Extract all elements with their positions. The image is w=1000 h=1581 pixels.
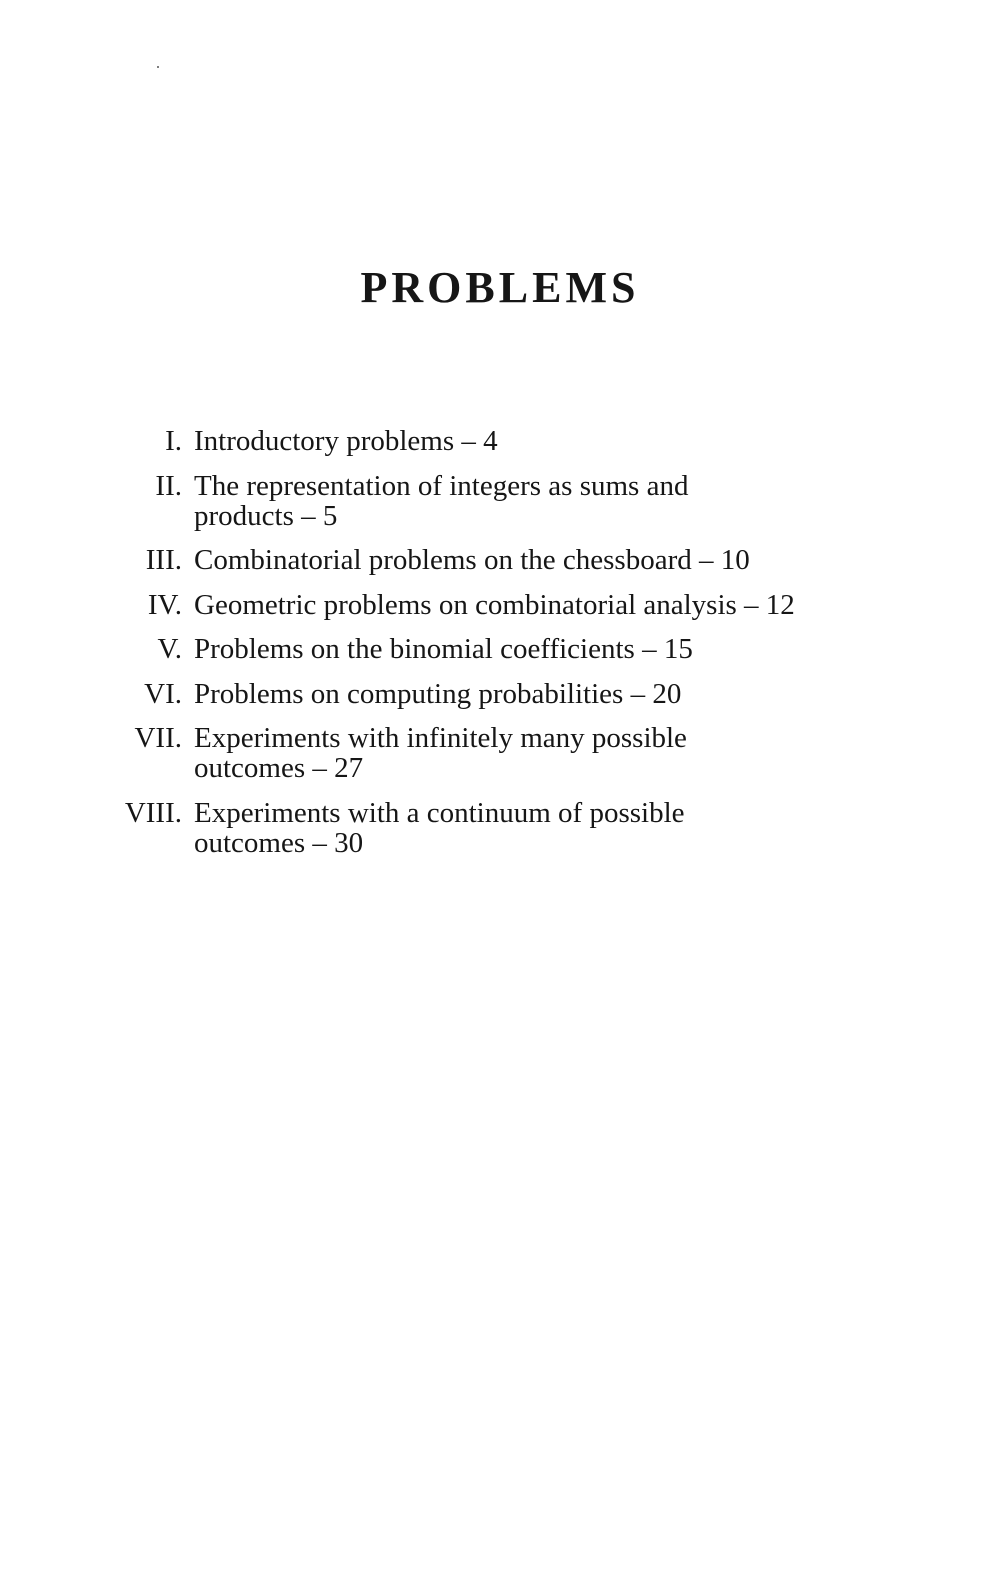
toc-line: outcomes – 30 [194, 826, 364, 859]
toc-entry-text [194, 545, 914, 575]
toc-item-7 [0, 723, 1000, 783]
toc-line: Introductory problems – 4 [194, 425, 498, 457]
toc-entry-text [194, 798, 914, 858]
toc-entry-text [194, 723, 914, 783]
toc-entry-text [194, 471, 914, 531]
toc-number: V. [157, 633, 182, 665]
toc-line: Geometric problems on combinatorial analysis – 12 [194, 588, 795, 621]
toc-item-8 [0, 798, 1000, 858]
toc-number: II. [155, 469, 182, 502]
toc-line: Combinatorial problems on the chessboard – 10 [194, 544, 750, 576]
scan-speck [157, 66, 159, 68]
toc-line: Experiments with a continuum of possible [194, 796, 685, 829]
toc-item-6 [0, 679, 1000, 709]
toc-line: Problems on the binomial coefficients – 15 [194, 633, 693, 665]
toc-number: VII. [134, 722, 182, 754]
toc-item-1 [0, 426, 1000, 456]
toc-item-3 [0, 545, 1000, 575]
toc-number: VIII. [124, 796, 182, 829]
toc-line: Problems on computing probabilities – 20 [194, 677, 682, 710]
page-title: PROBLEMS [360, 263, 640, 312]
toc-number: I. [165, 425, 182, 457]
toc-line: Experiments with infinitely many possible [194, 722, 687, 754]
toc-line: outcomes – 27 [194, 752, 364, 784]
toc-number: VI. [144, 677, 182, 710]
toc-line: The representation of integers as sums and [194, 469, 689, 502]
toc-number: III. [145, 544, 182, 576]
toc-entry-text [194, 426, 914, 456]
table-of-contents [0, 426, 1000, 872]
toc-item-4 [0, 590, 1000, 620]
toc-item-5 [0, 634, 1000, 664]
toc-entry-text [194, 634, 914, 664]
toc-entry-text [194, 590, 914, 620]
toc-number: IV. [147, 588, 182, 621]
toc-entry-text [194, 679, 914, 709]
toc-line: products – 5 [194, 499, 338, 532]
toc-item-2 [0, 471, 1000, 531]
